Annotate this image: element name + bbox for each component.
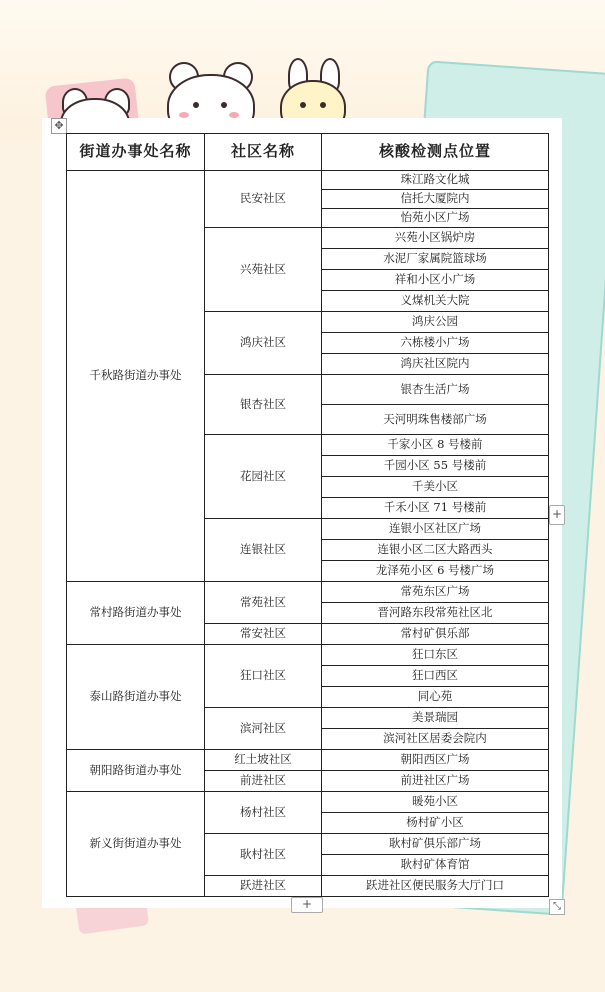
community-name-cell: 常苑社区 [205,582,322,624]
community-name-cell: 跃进社区 [205,876,322,897]
add-column-button[interactable]: + [549,505,565,525]
header-community: 社区名称 [205,134,322,171]
office-name-cell: 常村路街道办事处 [67,582,205,645]
testing-site-cell: 千美小区 [322,477,549,498]
office-name-cell: 新义街街道办事处 [67,792,205,897]
testing-site-cell: 珠江路文化城 [322,171,549,190]
community-name-cell: 鸿庆社区 [205,312,322,375]
add-row-button[interactable]: + [291,897,323,913]
community-name-cell: 耿村社区 [205,834,322,876]
community-name-cell: 狂口社区 [205,645,322,708]
testing-site-cell: 杨村矿小区 [322,813,549,834]
table-row [67,792,549,813]
testing-site-cell: 水泥厂家属院篮球场 [322,249,549,270]
testing-site-cell: 千禾小区 71 号楼前 [322,498,549,519]
community-name-cell: 红土坡社区 [205,750,322,771]
office-name-cell: 千秋路街道办事处 [67,171,205,582]
header-site: 核酸检测点位置 [322,134,549,171]
testing-site-cell: 朝阳西区广场 [322,750,549,771]
testing-site-cell: 天河明珠售楼部广场 [322,405,549,435]
community-name-cell: 民安社区 [205,171,322,228]
table-row [67,645,549,666]
testing-site-cell: 祥和小区小广场 [322,270,549,291]
testing-site-cell: 暖苑小区 [322,792,549,813]
table-row [67,750,549,771]
community-name-cell: 常安社区 [205,624,322,645]
testing-site-cell: 同心苑 [322,687,549,708]
community-name-cell: 花园社区 [205,435,322,519]
testing-site-cell: 耿村矿俱乐部广场 [322,834,549,855]
testing-site-cell: 前进社区广场 [322,771,549,792]
testing-sites-table [66,133,549,897]
testing-site-cell: 美景瑞园 [322,708,549,729]
office-name-cell: 泰山路街道办事处 [67,645,205,750]
community-name-cell: 滨河社区 [205,708,322,750]
testing-site-cell: 银杏生活广场 [322,375,549,405]
community-name-cell: 兴苑社区 [205,228,322,312]
testing-site-cell: 耿村矿体育馆 [322,855,549,876]
testing-site-cell: 义煤机关大院 [322,291,549,312]
testing-site-cell: 千家小区 8 号楼前 [322,435,549,456]
office-name-cell: 朝阳路街道办事处 [67,750,205,792]
testing-site-cell: 龙泽苑小区 6 号楼广场 [322,561,549,582]
testing-site-cell: 鸿庆社区院内 [322,354,549,375]
community-name-cell: 前进社区 [205,771,322,792]
testing-site-cell: 鸿庆公园 [322,312,549,333]
testing-site-cell: 滨河社区居委会院内 [322,729,549,750]
testing-site-cell: 千园小区 55 号楼前 [322,456,549,477]
testing-site-cell: 常苑东区广场 [322,582,549,603]
testing-site-cell: 信托大厦院内 [322,190,549,209]
table-row [67,582,549,603]
testing-site-cell: 连银小区二区大路西头 [322,540,549,561]
community-name-cell: 杨村社区 [205,792,322,834]
testing-site-cell: 狂口东区 [322,645,549,666]
community-name-cell: 银杏社区 [205,375,322,435]
testing-site-cell: 连银小区社区广场 [322,519,549,540]
table-move-handle-icon[interactable]: ✥ [51,118,67,134]
testing-site-cell: 狂口西区 [322,666,549,687]
testing-site-cell: 怡苑小区广场 [322,209,549,228]
testing-site-cell: 常村矿俱乐部 [322,624,549,645]
table-header-row [67,134,549,171]
table-row [67,171,549,190]
table-resize-handle-icon[interactable]: ⤡ [549,899,565,915]
testing-site-cell: 跃进社区便民服务大厅门口 [322,876,549,897]
testing-site-cell: 晋河路东段常苑社区北 [322,603,549,624]
testing-site-cell: 兴苑小区锅炉房 [322,228,549,249]
header-office: 街道办事处名称 [67,134,205,171]
testing-site-cell: 六栋楼小广场 [322,333,549,354]
community-name-cell: 连银社区 [205,519,322,582]
